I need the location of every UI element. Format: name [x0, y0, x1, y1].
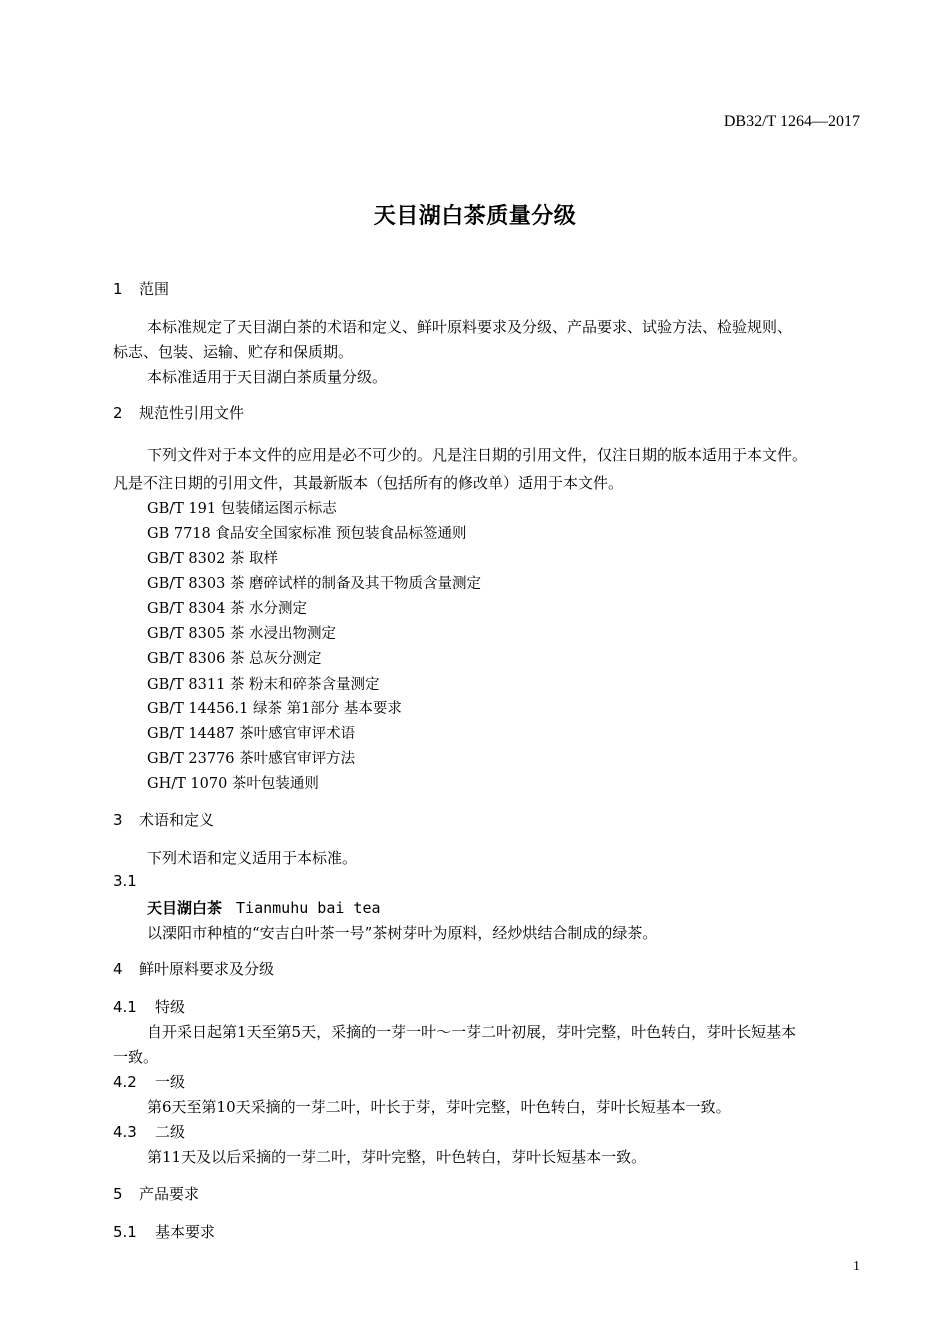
subsection-title: 一级 — [155, 1073, 186, 1091]
paragraph: 标志、包装、运输、贮存和保质期。 — [113, 343, 354, 361]
subsection-number: 5.1 — [113, 1223, 137, 1241]
paragraph: 下列文件对于本文件的应用是必不可少的。凡是注日期的引用文件，仅注日期的版本适用于本文件。 — [147, 446, 808, 464]
reference-item: GH/T 1070 茶叶包装通则 — [147, 776, 319, 792]
section-2-heading — [113, 402, 244, 423]
section-title: 产品要求 — [139, 1185, 200, 1203]
reference-item: GB 7718 食品安全国家标准 预包装食品标签通则 — [147, 526, 467, 542]
subsection-title: 特级 — [155, 998, 186, 1016]
section-3-heading — [113, 809, 214, 830]
subsection-number: 4.3 — [113, 1123, 137, 1141]
section-4-heading — [113, 958, 274, 979]
reference-item: GB/T 191 包装储运图示标志 — [147, 501, 337, 517]
reference-item: GB/T 8305 茶 水浸出物测定 — [147, 626, 337, 642]
document-title: 天目湖白茶质量分级 — [373, 204, 577, 229]
paragraph: 本标准规定了天目湖白茶的术语和定义、鲜叶原料要求及分级、产品要求、试验方法、检验规则、 — [147, 318, 793, 336]
section-1-heading — [113, 278, 169, 299]
reference-item: GB/T 8306 茶 总灰分测定 — [147, 651, 322, 667]
paragraph: 一致。 — [113, 1048, 159, 1066]
section-number: 3 — [113, 811, 123, 829]
section-number: 1 — [113, 280, 123, 298]
paragraph: 第11天及以后采摘的一芽二叶，芽叶完整，叶色转白，芽叶长短基本一致。 — [147, 1148, 647, 1166]
reference-item: GB/T 8302 茶 取样 — [147, 551, 279, 567]
section-title: 规范性引用文件 — [139, 404, 245, 422]
term-entry — [147, 897, 381, 918]
paragraph: 下列术语和定义适用于本标准。 — [147, 849, 358, 867]
subsection-4-3-heading — [113, 1121, 185, 1142]
reference-item: GB/T 14456.1 绿茶 第1部分 基本要求 — [147, 701, 402, 717]
term-chinese: 天目湖白茶 — [147, 899, 223, 917]
reference-item: GB/T 8303 茶 磨碎试样的制备及其干物质含量测定 — [147, 576, 482, 592]
paragraph: 自开采日起第1天至第5天，采摘的一芽一叶～一芽二叶初展，芽叶完整，叶色转白，芽叶长短基本 — [147, 1023, 797, 1041]
section-title: 术语和定义 — [139, 811, 215, 829]
paragraph: 本标准适用于天目湖白茶质量分级。 — [147, 368, 388, 386]
term-definition: 以溧阳市种植的“安吉白叶茶一号”茶树芽叶为原料，经炒烘结合制成的绿茶。 — [147, 924, 658, 942]
reference-item: GB/T 14487 茶叶感官审评术语 — [147, 726, 356, 742]
subsection-4-2-heading — [113, 1071, 185, 1092]
section-5-heading — [113, 1183, 199, 1204]
subsection-title: 基本要求 — [155, 1223, 216, 1241]
section-number: 2 — [113, 404, 123, 422]
subsection-5-1-heading — [113, 1221, 215, 1242]
subsection-number: 4.2 — [113, 1073, 137, 1091]
paragraph: 第6天至第10天采摘的一芽二叶，叶长于芽，芽叶完整，叶色转白，芽叶长短基本一致。 — [147, 1098, 731, 1116]
reference-item: GB/T 8311 茶 粉末和碎茶含量测定 — [147, 677, 380, 693]
reference-item: GB/T 23776 茶叶感官审评方法 — [147, 751, 356, 767]
subsection-number: 3.1 — [113, 872, 137, 890]
subsection-number: 4.1 — [113, 998, 137, 1016]
section-title: 范围 — [139, 280, 170, 298]
subsection-title: 二级 — [155, 1123, 186, 1141]
section-title: 鲜叶原料要求及分级 — [139, 960, 275, 978]
reference-item: GB/T 8304 茶 水分测定 — [147, 601, 308, 617]
paragraph: 凡是不注日期的引用文件，其最新版本（包括所有的修改单）适用于本文件。 — [113, 474, 624, 492]
page-number: 1 — [853, 1259, 860, 1274]
subsection-4-1-heading — [113, 996, 185, 1017]
term-english: Tianmuhu bai tea — [236, 899, 381, 917]
standard-number: DB32/T 1264—2017 — [723, 113, 860, 130]
section-number: 4 — [113, 960, 123, 978]
section-number: 5 — [113, 1185, 123, 1203]
